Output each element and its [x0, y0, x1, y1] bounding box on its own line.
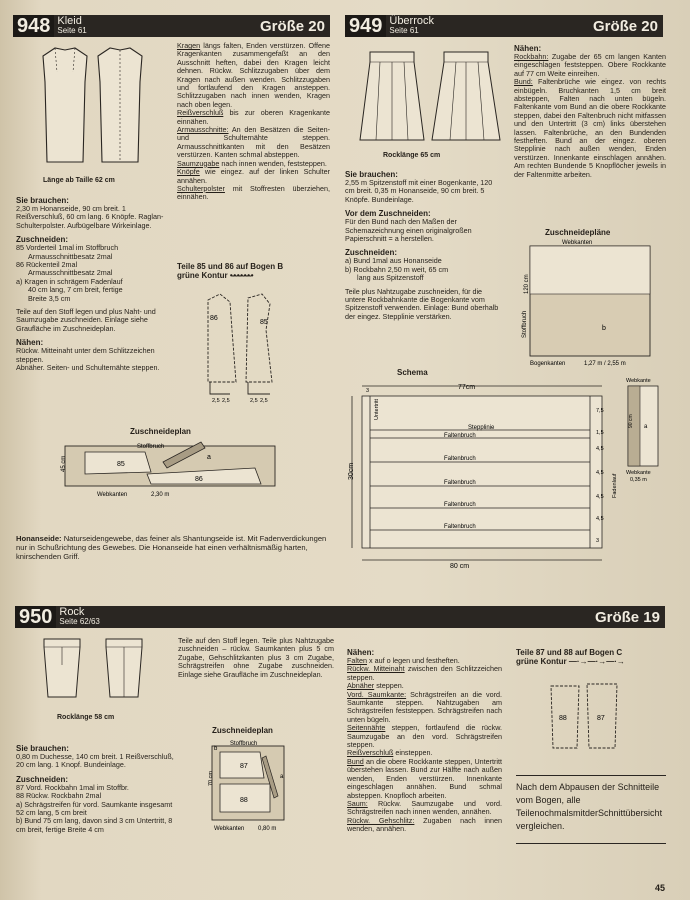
- svg-text:Faltenbruch: Faltenbruch: [444, 502, 476, 508]
- svg-text:Webkanten: Webkanten: [214, 826, 245, 832]
- svg-text:30cm: 30cm: [348, 462, 355, 480]
- svg-text:Stoffbruch: Stoffbruch: [137, 444, 165, 450]
- svg-text:0,80 m: 0,80 m: [258, 826, 277, 832]
- cutting-plan-949-small: [620, 372, 672, 482]
- lay-text: Teile auf den Stoff legen und plus Naht- und Saumzugabe zuschneiden. Einlage siehe Graufläche im Zuschneideplan.: [16, 307, 156, 333]
- heading: Zuschneiden:: [16, 235, 69, 245]
- cut-line: 85 Vorderteil 1mal im Stoffbruch: [16, 243, 119, 253]
- svg-text:4,5: 4,5: [596, 470, 604, 476]
- text-block-950-left: Sie brauchen: 0,80 m Duchesse, 140 cm breit. 1 Reißverschluß, 20 cm lang. 1 Knopf. Bundeinlage. Zuschneiden: 87 Vord. Rockbahn 1mal im Stoffbr. 88 Rückw. Rockbahn 2mal a) Schrägstreifen für vord. Saumkante insgesamt 52 cm lang, 5 cm breit b) Bund 75 cm lang, davon sind 3 cm Untertritt, 8 cm breit, fertige Breite 4 cm: [16, 744, 174, 834]
- svg-text:a: a: [207, 454, 211, 461]
- svg-text:3: 3: [366, 388, 370, 394]
- svg-text:70 cm: 70 cm: [208, 771, 214, 786]
- page-number: 45: [655, 883, 666, 893]
- model-title: Überrock Seite 61: [389, 15, 434, 35]
- svg-text:85: 85: [117, 461, 125, 468]
- svg-text:86: 86: [195, 476, 203, 483]
- svg-text:Stoffbruch: Stoffbruch: [522, 310, 528, 338]
- caption-950: Rocklänge 58 cm: [57, 714, 115, 721]
- sew-text: Rückw. Mitteinaht unter dem Schlitzzeichen steppen.: [16, 346, 155, 364]
- svg-text:2,30 m: 2,30 m: [151, 492, 170, 498]
- schema-949: [340, 378, 620, 573]
- svg-text:a: a: [644, 424, 648, 430]
- svg-text:b: b: [602, 325, 606, 332]
- parts-950: Teile 87 und 88 auf Bogen C grüne Kontur —·→—·→—·→: [516, 648, 625, 666]
- svg-text:90 cm: 90 cm: [628, 414, 634, 428]
- svg-text:Webkante: Webkante: [626, 470, 651, 476]
- svg-text:120 cm: 120 cm: [524, 274, 530, 294]
- svg-text:45 cm: 45 cm: [61, 455, 67, 472]
- divider: [516, 775, 666, 776]
- svg-text:77cm: 77cm: [458, 384, 476, 391]
- piece-label: 86: [210, 315, 218, 322]
- svg-text:87: 87: [240, 763, 248, 770]
- svg-text:0,35 m: 0,35 m: [630, 477, 647, 482]
- pattern-pieces-948: [200, 290, 290, 410]
- plan-heading-950: Zuschneideplan: [212, 726, 273, 735]
- svg-text:Faltenbruch: Faltenbruch: [444, 524, 476, 530]
- schema-heading-949: Schema: [397, 368, 428, 377]
- svg-text:2,5: 2,5: [250, 398, 258, 404]
- piece-label: 85: [260, 319, 268, 326]
- svg-text:88: 88: [559, 715, 567, 722]
- svg-text:Stepplinie: Stepplinie: [468, 425, 495, 431]
- cutting-plan-949: [512, 238, 672, 368]
- svg-text:Bogenkanten: Bogenkanten: [530, 361, 566, 367]
- cut-line: Breite 3,5 cm: [28, 293, 71, 303]
- model-title: Rock Seite 62/63: [59, 606, 100, 626]
- caption-949: Rocklänge 65 cm: [383, 152, 441, 159]
- heading: Nähen:: [16, 338, 44, 348]
- sew-text: Abnäher. Seiten- und Schulternähte steppen.: [16, 363, 160, 373]
- skirt-illustration-949: [352, 48, 504, 148]
- header-950: [15, 606, 665, 628]
- text-block-950-right: Nähen: Falten x auf o legen und festheften. Rückw. Mitteinaht zwischen den Schlitzzeichen steppen. Abnäher steppen. Vord. Saumkante: Schrägstreifen an die vord. Saumkante steppen. Nahtzugaben am Schrägstreifen feststeppen. Schrägstreifen nach unten bügeln. Seitennähte steppen, fortlaufend die rückw. Saumzugabe an den vord. Schrägstreifen steppen. Reißverschluß einsteppen. Bund an die obere Rockkante steppen, Untertritt überstehen lassen. Bund zur Hälfte nach außen wenden, Enden verstürzen. Innenkante eingeschlagen annähen. Bund schmal absteppen. Knopfloch arbeiten. Saum: Rückw. Saumzugabe und vord. Schrägstreifen nach innen wenden, annähen. Rückw. Gehschlitz: Zugaben nach innen wenden, annähen.: [347, 648, 503, 834]
- plan-heading-948: Zuschneideplan: [130, 427, 191, 436]
- svg-text:Faltenbruch: Faltenbruch: [444, 456, 476, 462]
- cut-line: a) Kragen in schrägem Fadenlauf: [16, 276, 123, 286]
- cut-line: 86 Rückenteil 2mal: [16, 260, 78, 270]
- svg-text:2,5: 2,5: [222, 398, 230, 404]
- cut-line: Armausschnittbesatz 2mal: [28, 268, 113, 278]
- svg-text:b: b: [214, 746, 218, 752]
- svg-text:4,5: 4,5: [596, 494, 604, 500]
- svg-text:7,5: 7,5: [596, 408, 604, 414]
- plan-heading-949: Zuschneidepläne: [545, 228, 611, 237]
- svg-text:Webkanten: Webkanten: [562, 240, 593, 246]
- model-number: 949: [345, 15, 386, 37]
- needs-text: 2,30 m Honanseide, 90 cm breit. 1 Reißverschluß, 60 cm lang. 6 Knöpfe. Raglan-Schulterpolster. Aufbügelbare Wirkeinlage.: [16, 204, 164, 230]
- model-title: Kleid Seite 61: [57, 15, 87, 35]
- svg-text:1,5: 1,5: [596, 430, 604, 436]
- svg-text:Fadenlauf: Fadenlauf: [612, 473, 618, 498]
- svg-text:88: 88: [240, 797, 248, 804]
- svg-text:Untertritt: Untertritt: [374, 398, 380, 420]
- caption-948: Länge ab Taille 62 cm: [43, 177, 115, 184]
- text-block-950-mid: Teile auf den Stoff legen. Teile plus Nahtzugabe zuschneiden – rückw. Saumkanten plus 5 cm Zugabe, Gehschlitzkanten plus 3 cm Zugabe, Schrägstreifen ohne Zugabe zuschneiden. Einlage siehe Graufläche im Zuschneideplan.: [178, 636, 334, 679]
- divider: [516, 843, 666, 844]
- svg-text:1,27 m / 2,55 m: 1,27 m / 2,55 m: [584, 361, 626, 367]
- svg-text:2,5: 2,5: [260, 398, 268, 404]
- svg-text:4,5: 4,5: [596, 446, 604, 452]
- svg-text:80 cm: 80 cm: [450, 563, 470, 570]
- skirt-illustration-950: [30, 635, 160, 705]
- svg-text:3: 3: [596, 538, 600, 544]
- fabric-note-948: Honanseide: Naturseidengewebe, das feiner als Shantungseide ist. Mit Fadenverdickungen nur in Schußrichtung des Gewebes. Die Honanseide hat einen verhältnismäßig harten, knirschenden Griff.: [16, 534, 327, 561]
- cutting-plan-948: [55, 438, 285, 503]
- svg-text:Faltenbruch: Faltenbruch: [444, 480, 476, 486]
- text-block-948-right: Kragen längs falten, Enden verstürzen. Offene Kragenkanten zusammengefaßt an den Ausschnitt heften, dabei den Kragen leicht dehnen. Rückw. Schlitzzugaben über dem Kragen nach außen wenden. Schlitzzugaben und fortlaufend den Kragen ansteppen. Schlitzzugaben nach innen wenden, Kragen nach oben legen. Reißverschluß bis zur oberen Kragenkante einnähen. Armausschnitte: An den Besätzen die Seiten- und Schulternähte steppen. Armausschnittkanten mit den Besätzen verstürzen. Kanten schmal absteppen. Saumzugabe nach innen wenden, feststeppen. Knöpfe wie eingez. auf der linken Schulter annähen. Schulterpolster mit Stoffresten überziehen, einnähen.: [177, 41, 331, 202]
- svg-text:87: 87: [597, 715, 605, 722]
- svg-text:a: a: [280, 774, 284, 780]
- note-950: Nach dem Abpausen der Schnitteile vom Bogen, alle TeilenochmalsmitderSchnittübersicht vergleichen.: [516, 782, 663, 831]
- parts-948: Teile 85 und 86 auf Bogen B grüne Kontur •-•-•-•-•-•-•: [177, 262, 284, 280]
- model-number: 948: [13, 15, 54, 37]
- cut-line: 40 cm lang, 7 cm breit, fertige: [28, 285, 123, 295]
- svg-text:Webkanten: Webkanten: [97, 492, 128, 498]
- pattern-pieces-950: [545, 678, 625, 758]
- svg-text:4,5: 4,5: [596, 516, 604, 522]
- size-label: Größe 19: [594, 608, 660, 626]
- size-label: Größe 20: [259, 17, 325, 35]
- svg-text:Webkante: Webkante: [626, 378, 651, 384]
- dress-illustration: [25, 42, 160, 177]
- text-block-948-left: [16, 196, 176, 373]
- header-949: [345, 15, 663, 37]
- size-label: Größe 20: [592, 17, 658, 35]
- svg-text:Stoffbruch: Stoffbruch: [230, 741, 258, 747]
- svg-text:2,5: 2,5: [212, 398, 220, 404]
- text-block-949-left: Sie brauchen: 2,55 m Spitzenstoff mit einer Bogenkante, 120 cm breit. 0,35 m Honanseide, 90 cm breit. 5 Knöpfe. Bundeinlage. Vor dem Zuschneiden: Für den Bund nach den Maßen der Schemazeichnung einen originalgroßen Papierschnitt = a herstellen. Zuschneiden: a) Bund 1mal aus Honanseide b) Rockbahn 2,50 m weit, 65 cm lang aus Spitzenstoff Teile plus Nahtzugabe zuschneiden, für die untere Rockbahnkante die Bogenkante vom Spitzenstoff verwenden. Einlage: Bund oberhalb der eingez. Stepplinie verstärken.: [345, 170, 499, 321]
- svg-text:Faltenbruch: Faltenbruch: [444, 433, 476, 439]
- model-number: 950: [15, 606, 56, 628]
- text-block-949-right: Nähen: Rockbahn: Zugabe der 65 cm langen Kanten eingeschlagen feststeppen. Obere Rockkante auf 77 cm Weite einreihen. Bund: Faltenbrüche wie eingez. von rechts einbügeln. Bruchkanten 1,5 cm breit absteppen, Falten nach unten bügeln. Faltenkante vom Bund an die obere Rockkante steppen, dabei den Faltenbruch nicht mitfassen und den Untertritt (3 cm) links überstehen lassen. Faltenbrüche, an den Bundenden festheften. Bund an der eingez. oberen Stepplinie nach außen wenden, Enden verstürzen. Innenkante einschlagen annähen. Am rechten Bundende 5 Knopflöcher jeweils in der Faltenmitte arbeiten.: [514, 44, 666, 179]
- cutting-plan-950: [200, 738, 300, 833]
- cut-line: Armausschnittbesatz 2mal: [28, 251, 113, 261]
- heading: Sie brauchen:: [16, 196, 69, 205]
- header-948: [13, 15, 330, 37]
